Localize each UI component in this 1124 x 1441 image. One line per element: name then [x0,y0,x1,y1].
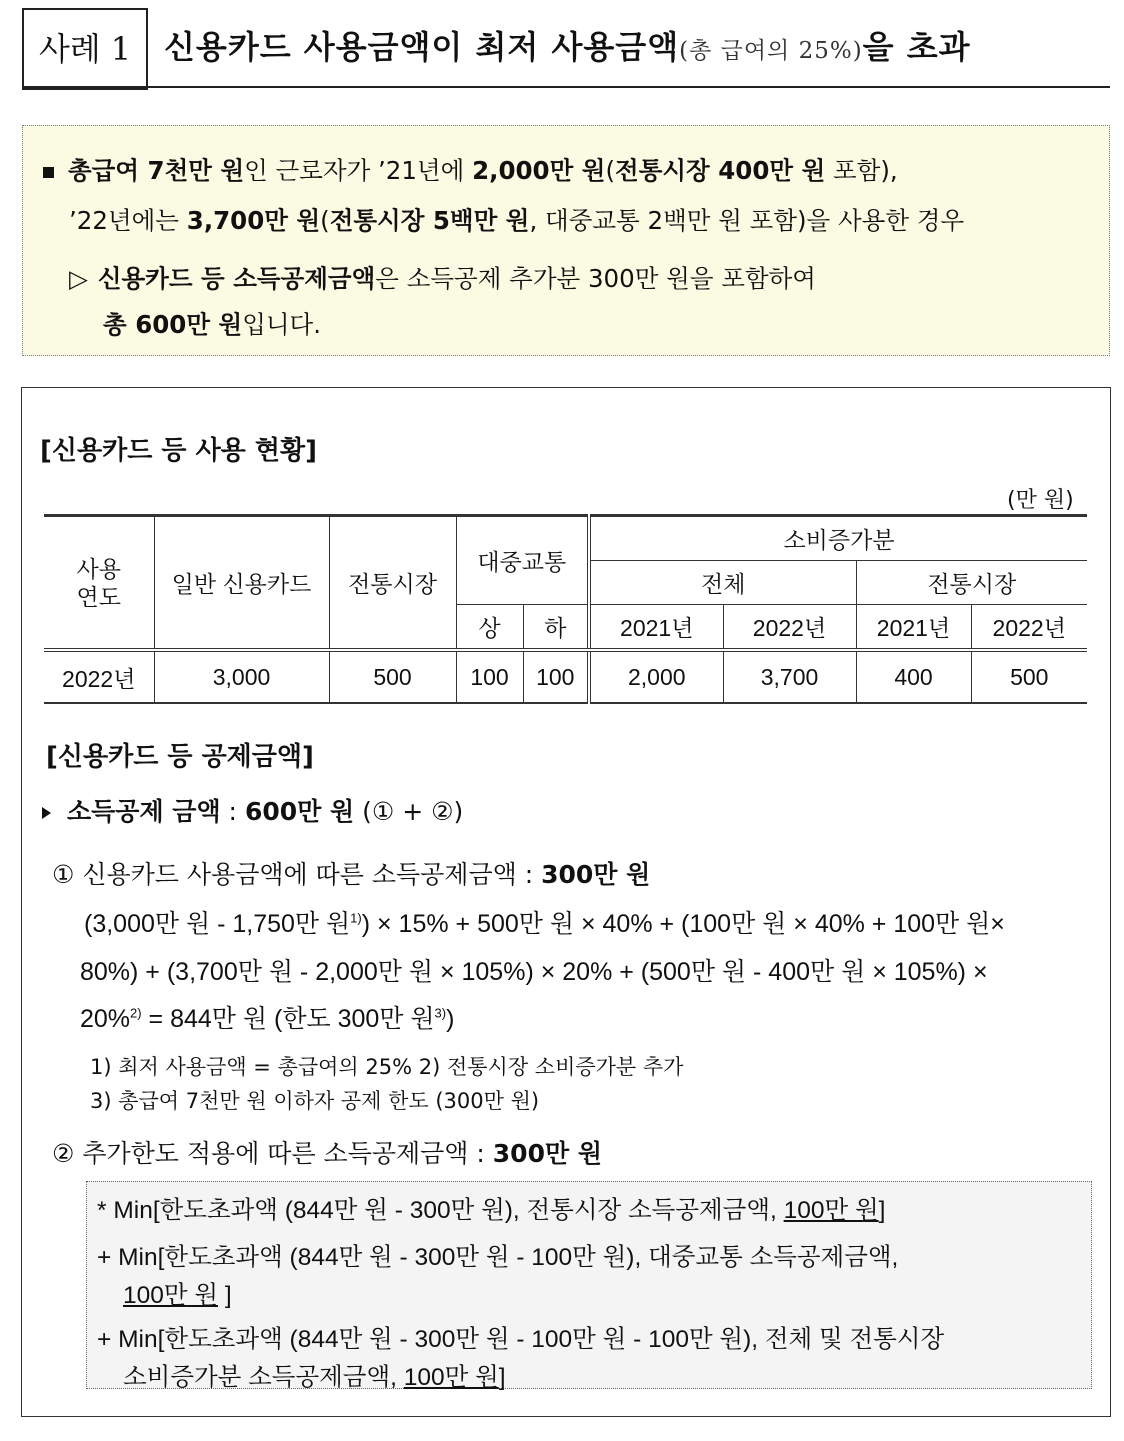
summary-line-2: ’22년에는 3,700만 원(전통시장 5백만 원, 대중교통 2백만 원 포함)을 사용한 경우 [69,206,965,235]
cell-year: 2022년 [44,650,154,703]
th-year: 사용 연도 [44,516,154,651]
triangle-bullet-icon [42,807,51,819]
th-transit-up: 상 [456,605,523,651]
calc-line-3: 20%$^{2)}$ = 844만 원 (한도 300만 원$^{3)}$) [80,1005,455,1033]
summary-line-4: 총 600만 원입니다. [103,310,321,339]
summary-line-3: ▷ 신용카드 등 소득공제금액은 소득공제 추가분 300만 원을 포함하여 [69,264,816,293]
deduction-title: [신용카드 등 공제금액] [46,742,314,772]
cell-transit-up: 100 [456,650,523,703]
th-transit: 대중교통 [456,516,589,605]
th-market-2021: 2021년 [856,605,971,651]
case-title [164,22,971,68]
cell-total-2021: 2,000 [589,650,723,703]
case-header [22,8,1110,88]
unit-label: (만 원) [1007,488,1074,513]
case-tag: 사례 1 [22,8,148,90]
item1-line: ① 신용카드 사용금액에 따른 소득공제금액 : 300만 원 [52,860,651,889]
min-line-2b: 100만 원 ] [123,1282,232,1309]
title-main: 신용카드 사용금액이 최저 사용금액 [164,28,680,66]
footnote-1: 1) 최저 사용금액 = 총급여의 25% 2) 전통시장 소비증가분 추가 [90,1055,684,1079]
cell-market-2021: 400 [856,650,971,703]
th-market: 전통시장 [329,516,456,651]
cell-general: 3,000 [154,650,329,703]
calc-line-2: 80%) + (3,700만 원 - 2,000만 원 × 105%) × 20% + (500만 원 - 400만 원 × 105%) × [80,958,988,986]
calc-line-1: (3,000만 원 - 1,750만 원$^{1)}$) × 15% + 500만 원 × 40% + (100만 원 × 40% + 100만 원× [84,910,1005,938]
th-total: 전체 [589,561,856,605]
cell-transit-down: 100 [523,650,589,703]
details-box [21,387,1111,1417]
usage-table [44,514,1087,704]
usage-title: [신용카드 등 사용 현황] [40,436,317,466]
min-line-3: + Min[한도초과액 (844만 원 - 300만 원 - 100만 원 - 100만 원), 전체 및 전통시장 [97,1326,945,1353]
summary-box [22,125,1110,356]
arrow-icon: ▷ [69,264,88,293]
min-line-1: * Min[한도초과액 (844만 원 - 300만 원), 전통시장 소득공제금액, 100만 원] [97,1197,886,1224]
cell-market-2022: 500 [971,650,1087,703]
title-end: 을 초과 [862,28,971,66]
th-market-2022: 2022년 [971,605,1087,651]
min-formula-box [86,1181,1092,1389]
header-underline [22,86,1110,88]
th-total-2021: 2021년 [589,605,723,651]
item2-line: ② 추가한도 적용에 따른 소득공제금액 : 300만 원 [52,1139,602,1168]
th-inc-market: 전통시장 [856,561,1087,605]
th-total-2022: 2022년 [723,605,856,651]
min-line-4: 소비증가분 소득공제금액, 100만 원] [123,1364,506,1391]
th-transit-down: 하 [523,605,589,651]
min-line-2: + Min[한도초과액 (844만 원 - 300만 원 - 100만 원), 대중교통 소득공제금액, [97,1244,899,1271]
title-paren: (총 급여의 25%) [679,38,863,64]
square-bullet-icon [43,167,54,178]
summary-line-1: 총급여 7천만 원인 근로자가 ’21년에 2,000만 원(전통시장 400만 원 포함), [43,152,898,187]
cell-market: 500 [329,650,456,703]
th-increase: 소비증가분 [589,516,1087,561]
table-row [44,650,1087,703]
deduction-total-line: 소득공제 금액 : 600만 원 (① + ②) [42,792,463,828]
footnote-2: 3) 총급여 7천만 원 이하자 공제 한도 (300만 원) [90,1089,540,1113]
cell-total-2022: 3,700 [723,650,856,703]
th-general: 일반 신용카드 [154,516,329,651]
